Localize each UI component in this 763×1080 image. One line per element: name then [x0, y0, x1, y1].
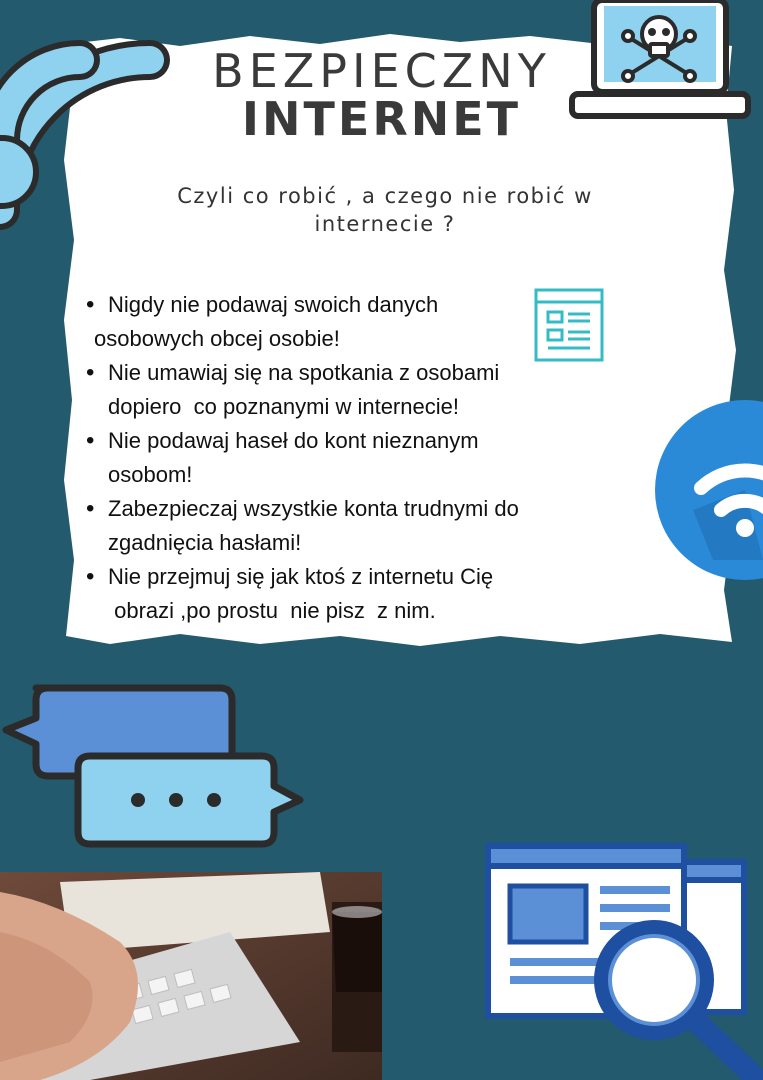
- tip-item: [80, 560, 640, 628]
- wifi-circle-icon: [653, 400, 763, 580]
- tip-item: [80, 288, 640, 356]
- tip-item: [80, 492, 640, 560]
- tip-line: Nie umawiaj się na spotkania z osobami: [108, 360, 500, 385]
- tip-line: osobowych obcej osobie!: [94, 326, 340, 351]
- chat-bubbles-icon: [0, 680, 310, 850]
- tip-line: Nigdy nie podawaj swoich danych: [108, 292, 439, 317]
- tip-line: dopiero co poznanymi w internecie!: [108, 394, 459, 419]
- tip-line: obrazi ,po prostu nie pisz z nim.: [108, 598, 436, 623]
- tip-item: [80, 356, 640, 424]
- poster-title-line2: INTERNET: [241, 92, 522, 146]
- tip-line: osobom!: [108, 462, 193, 487]
- tips-list: [80, 288, 640, 628]
- tip-line: zgadnięcia hasłami!: [108, 530, 302, 555]
- tip-line: Nie przejmuj się jak ktoś z internetu Cię: [108, 564, 494, 589]
- tip-line: Nie podawaj haseł do kont nieznanym: [108, 428, 479, 453]
- poster-subtitle: Czyli co robić , a czego nie robić w internecie ?: [177, 184, 593, 236]
- poster-title-line1: BEZPIECZNY: [212, 44, 551, 98]
- browser-search-icon: [484, 840, 763, 1080]
- tip-item: [80, 424, 640, 492]
- keyboard-photo: [0, 872, 382, 1080]
- tip-line: Zabezpieczaj wszystkie konta trudnymi do: [108, 496, 519, 521]
